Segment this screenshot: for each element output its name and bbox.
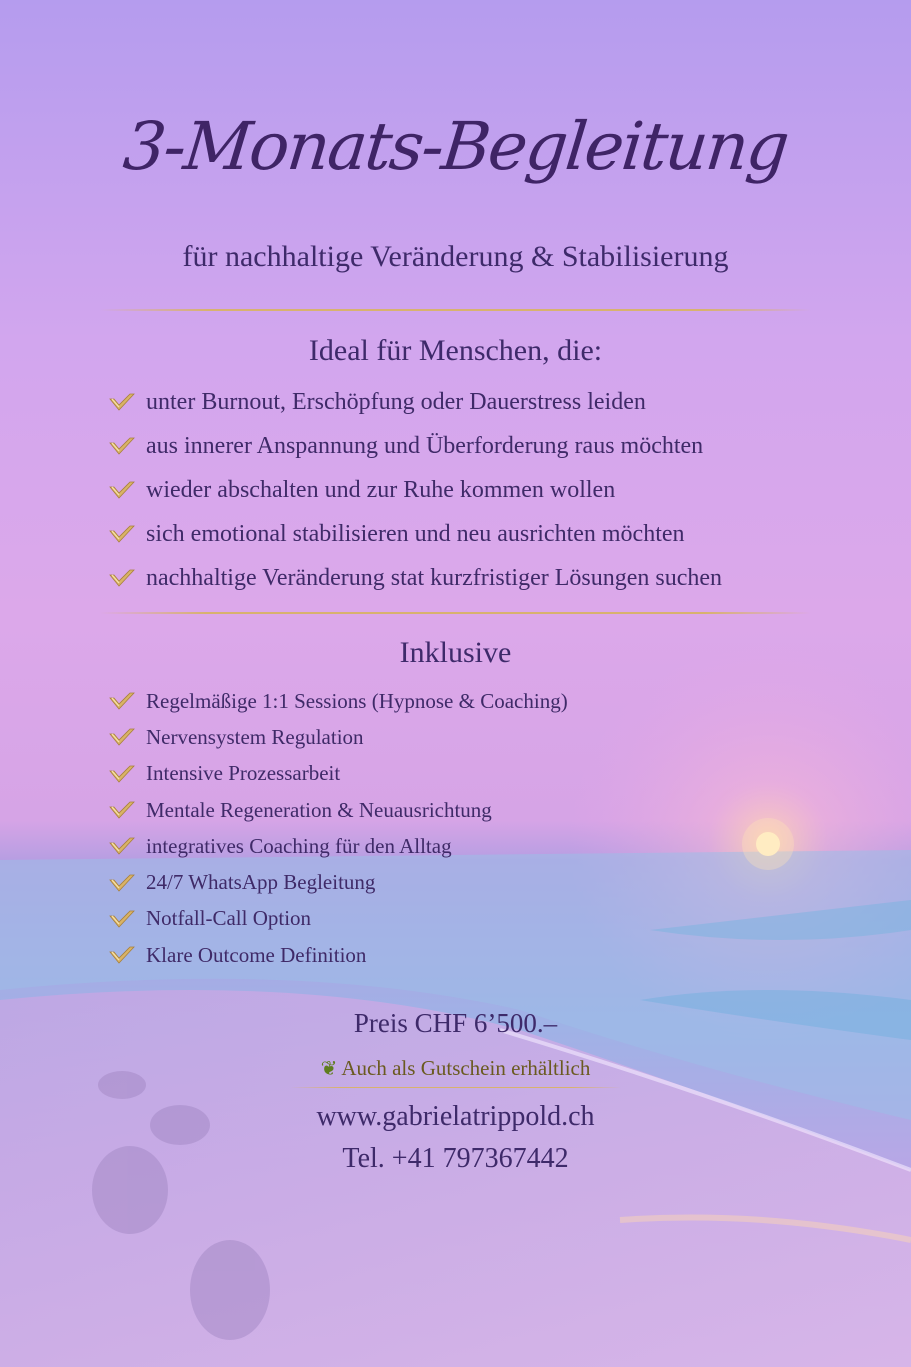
checkmark-icon xyxy=(108,435,136,457)
checkmark-icon xyxy=(108,944,136,966)
checkmark-icon xyxy=(108,763,136,785)
checkmark-icon xyxy=(108,391,136,413)
list-item-text: sich emotional stabilisieren und neu ausrichten möchten xyxy=(146,520,685,547)
website-link[interactable]: www.gabrielatrippold.ch xyxy=(316,1101,595,1132)
list-item xyxy=(108,719,568,755)
list-item-text: unter Burnout, Erschöpfung oder Dauerstress leiden xyxy=(146,388,646,415)
list-item xyxy=(108,683,568,719)
inklusive-heading: Inklusive xyxy=(399,636,512,669)
page-title: 3-Monats-Begleitung xyxy=(119,108,792,185)
list-item-text: aus innerer Anspannung und Überforderung raus möchten xyxy=(146,432,704,459)
list-item xyxy=(108,937,568,973)
list-item xyxy=(108,864,568,900)
checkmark-icon xyxy=(108,799,136,821)
list-item-text: Mentale Regeneration & Neuausrichtung xyxy=(146,797,492,822)
divider-middle xyxy=(100,612,811,614)
list-item-text: Notfall-Call Option xyxy=(146,906,312,931)
list-item-text: integratives Coaching für den Alltag xyxy=(146,833,452,858)
list-item-text: 24/7 WhatsApp Begleitung xyxy=(146,870,376,895)
list-item-text: Klare Outcome Definition xyxy=(146,942,367,967)
divider-top xyxy=(100,309,811,311)
checkmark-icon xyxy=(108,835,136,857)
list-item-text: nachhaltige Veränderung stat kurzfristiger Lösungen suchen xyxy=(146,564,723,591)
list-item xyxy=(108,424,722,468)
checkmark-icon xyxy=(108,908,136,930)
ideal-heading: Ideal für Menschen, die: xyxy=(308,334,603,367)
phone-number[interactable]: Tel. +41 797367442 xyxy=(342,1143,569,1174)
checkmark-icon xyxy=(108,726,136,748)
list-item-text: Intensive Prozessarbeit xyxy=(146,761,341,786)
leaf-icon: ❦ xyxy=(320,1058,338,1080)
list-item-text: Nervensystem Regulation xyxy=(146,724,364,749)
list-item xyxy=(108,380,722,424)
ideal-list xyxy=(108,380,722,600)
list-item xyxy=(108,828,568,864)
list-item xyxy=(108,792,568,828)
checkmark-icon xyxy=(108,567,136,589)
list-item xyxy=(108,512,722,556)
divider-bottom xyxy=(290,1087,621,1088)
list-item xyxy=(108,756,568,792)
checkmark-icon xyxy=(108,690,136,712)
page-subtitle: für nachhaltige Veränderung & Stabilisierung xyxy=(182,240,729,273)
voucher-note xyxy=(0,1056,911,1081)
list-item xyxy=(108,901,568,937)
list-item xyxy=(108,556,722,600)
checkmark-icon xyxy=(108,872,136,894)
price-label: Preis CHF 6’500.– xyxy=(353,1008,558,1038)
list-item xyxy=(108,468,722,512)
list-item-text: wieder abschalten und zur Ruhe kommen wollen xyxy=(146,476,616,503)
checkmark-icon xyxy=(108,479,136,501)
list-item-text: Regelmäßige 1:1 Sessions (Hypnose & Coaching) xyxy=(146,688,568,713)
checkmark-icon xyxy=(108,523,136,545)
voucher-text: Auch als Gutschein erhältlich xyxy=(341,1056,591,1080)
inklusive-list xyxy=(108,683,568,973)
